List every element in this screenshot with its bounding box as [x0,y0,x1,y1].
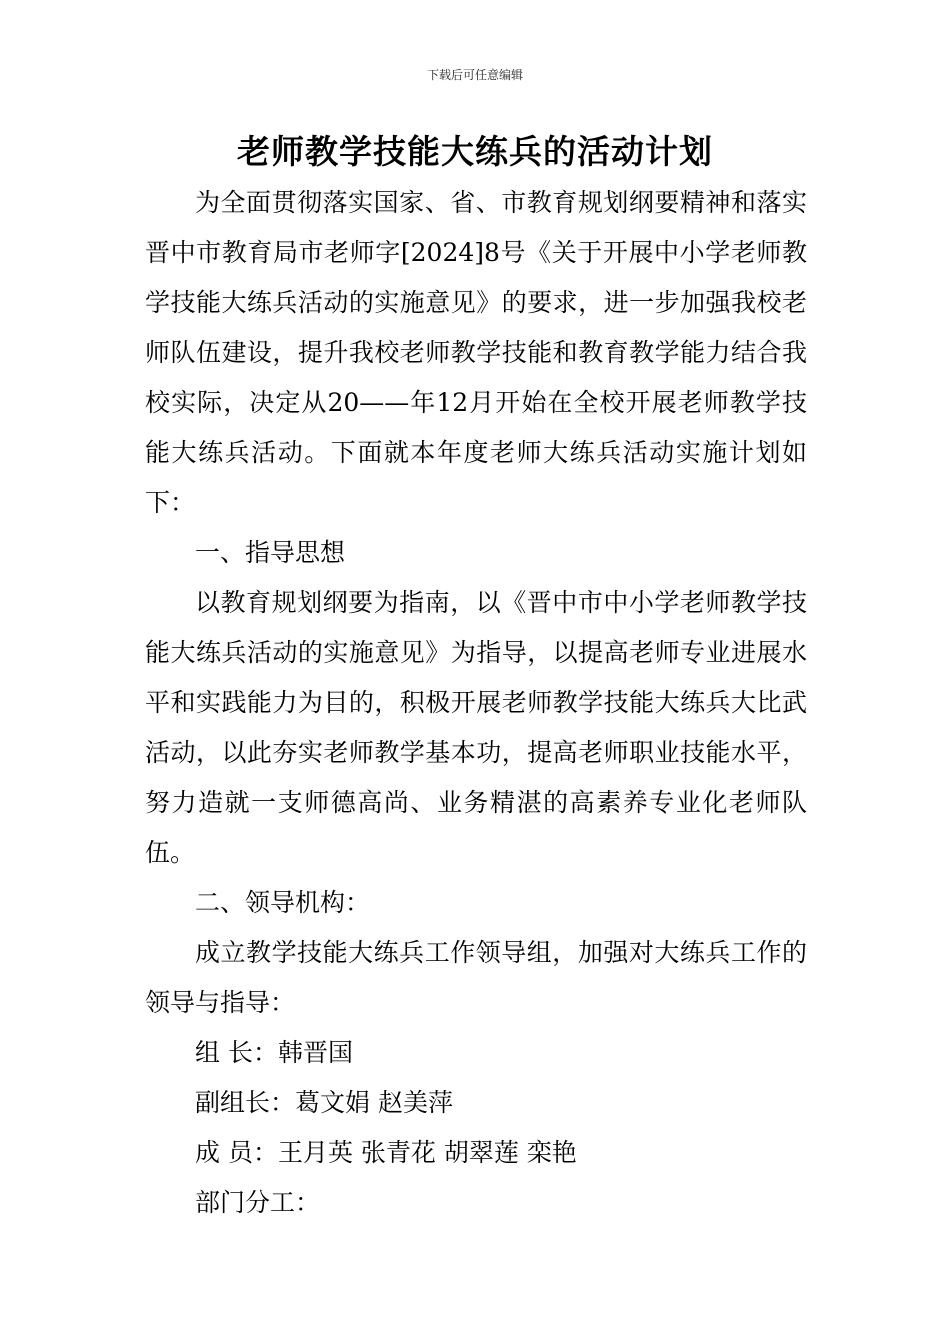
header-note: 下载后可任意编辑 [426,68,523,82]
intro-paragraph: 为全面贯彻落实国家、省、市教育规划纲要精神和落实晋中市教育局市老师字[2024]8号《关于开展中小学老师教学技能大练兵活动的实施意见》的要求，进一步加强我校老师队伍建设，提升我校老师教学技能和教育教学能力结合我校实际，决定从20——年12月开始在全校开展老师教学技能大练兵活动。下面就本年度老师大练兵活动实施计划如下： [145,188,807,517]
section1-paragraph: 以教育规划纲要为指南，以《晋中市中小学老师教学技能大练兵活动的实施意见》为指导，以提高老师专业进展水平和实践能力为目的，积极开展老师教学技能大练兵大比武活动，以此夯实老师教学基本功，提高老师职业技能水平，努力造就一支师德高尚、业务精湛的高素养专业化老师队伍。 [145,588,807,867]
leader-line: 组 长：韩晋国 [195,1038,353,1067]
deputy-line: 副组长：葛文娟 赵美萍 [195,1088,453,1117]
members-line: 成 员：王月英 张青花 胡翠莲 栾艳 [195,1138,577,1167]
document-title: 老师教学技能大练兵的活动计划 [237,132,713,171]
section2-paragraph: 成立教学技能大练兵工作领导组，加强对大练兵工作的领导与指导： [145,938,807,1017]
division-line: 部门分工： [195,1188,321,1217]
section1-heading: 一、指导思想 [195,538,346,567]
document-body [145,178,807,1228]
section2-heading: 二、领导机构： [195,888,371,917]
